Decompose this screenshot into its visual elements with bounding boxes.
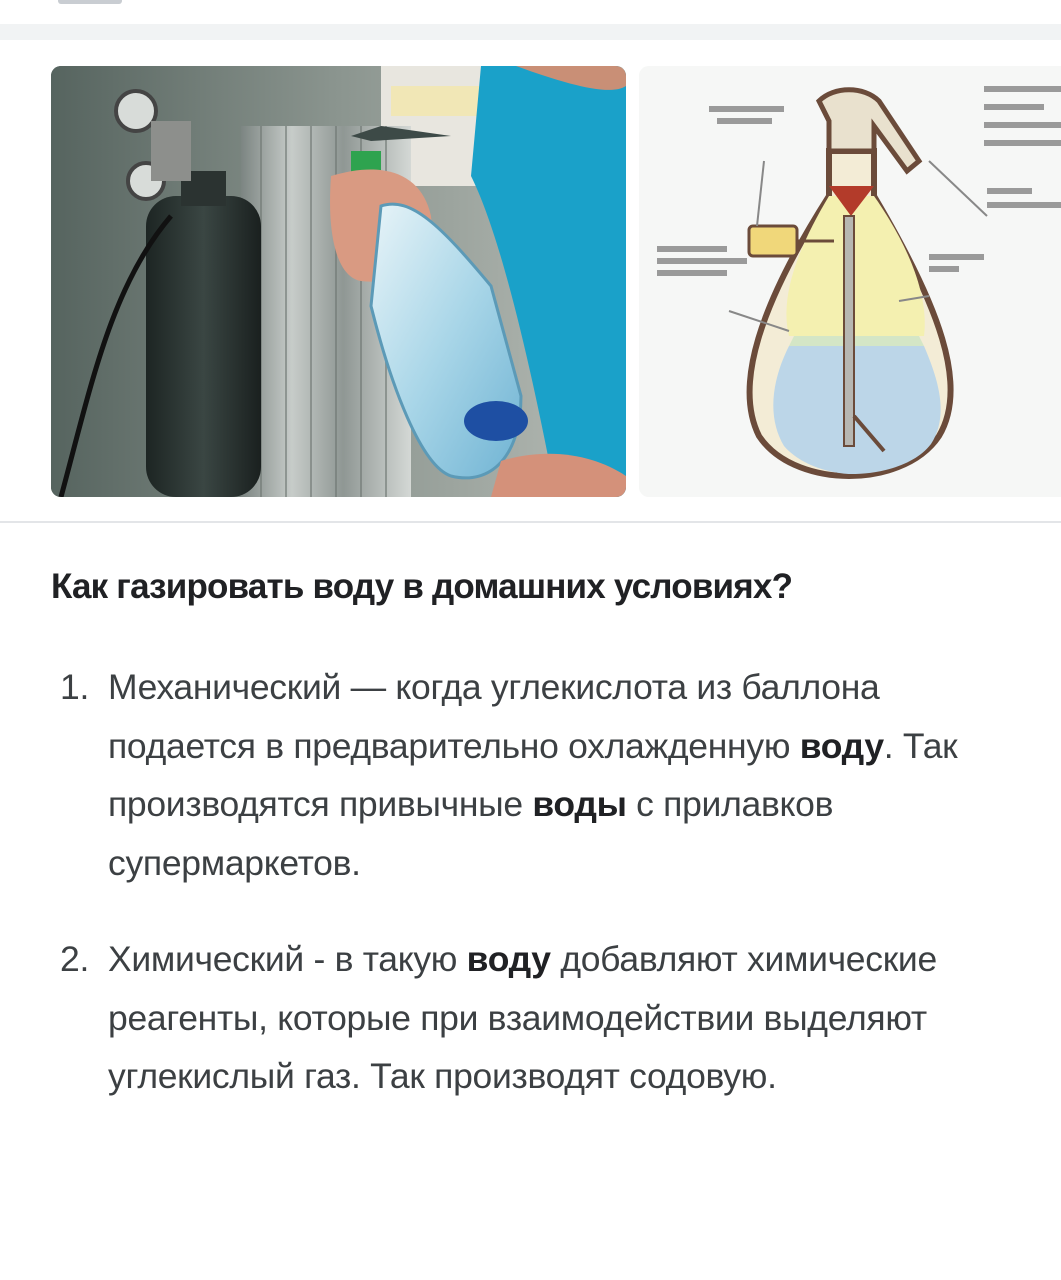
list-item-bold-text: воду (466, 939, 551, 979)
header-divider (0, 24, 1061, 40)
photo-carbonation-setup-icon (51, 66, 626, 497)
section-divider (0, 521, 1061, 523)
answer-list (60, 658, 1020, 1106)
list-item (60, 658, 1020, 892)
list-item-bold-text: воды (532, 784, 627, 824)
list-item (60, 930, 1020, 1106)
list-item-number: 1. (60, 667, 90, 707)
answer-heading: Как газировать воду в домашних условиях? (51, 567, 793, 606)
list-item-text: Механический — когда углекислота из баллона подается в предварительно охлажденную (108, 667, 880, 766)
list-item-number: 2. (60, 939, 90, 979)
list-item-text: добавляют химические реагенты, которые при взаимодействии выделяют углекислый газ. Так производят содовую. (108, 939, 937, 1096)
image-thumbnail-siphon-diagram[interactable] (639, 66, 1061, 497)
top-bar (0, 0, 1061, 40)
image-carousel (0, 40, 1061, 522)
list-item-bold-text: воду (799, 725, 884, 766)
list-item-text: Химический - в такую (108, 939, 467, 979)
tab-indicator (58, 0, 122, 4)
image-thumbnail-photo[interactable] (51, 66, 626, 497)
list-item-text: с прилавков супермаркетов. (108, 784, 834, 883)
list-item-text: . Так производятся привычные (108, 725, 958, 824)
siphon-diagram-icon (639, 66, 1061, 497)
